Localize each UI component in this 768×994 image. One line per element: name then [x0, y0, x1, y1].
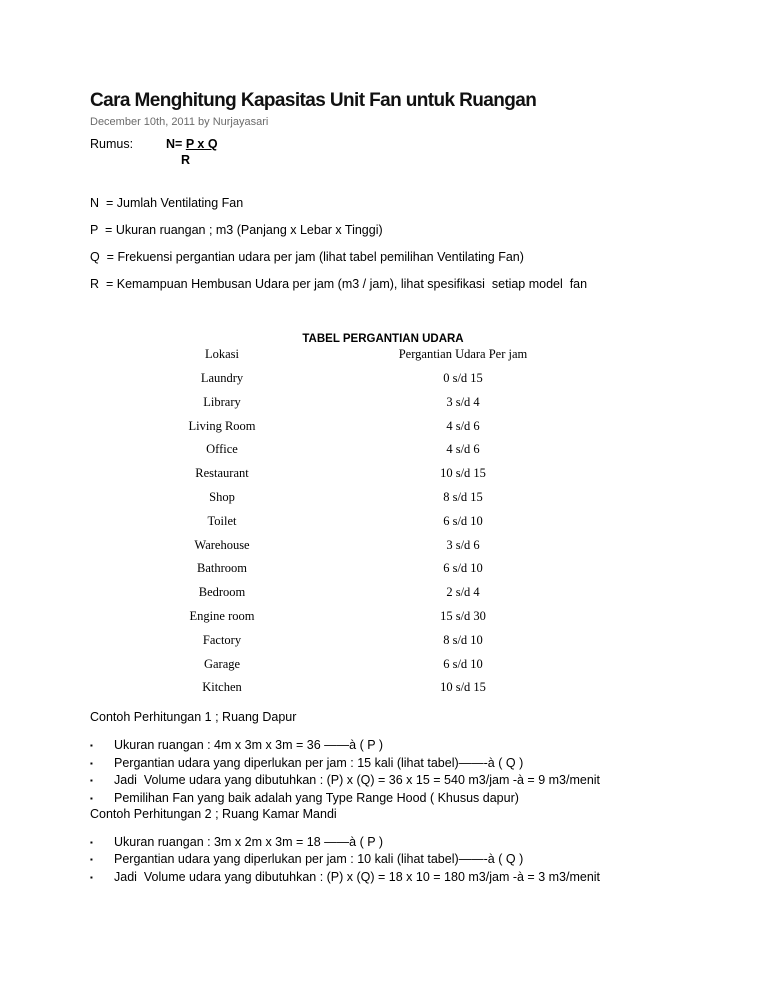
table-header-location: Lokasi: [204, 347, 240, 361]
bullet-icon: ▪: [90, 794, 93, 803]
article-title: Cara Menghitung Kapasitas Unit Fan untuk Ruangan: [90, 90, 537, 111]
table-cell-air-change: 10 s/d 15: [440, 466, 486, 480]
table-cell-location: Office: [206, 442, 238, 456]
table-cell-location: Library: [203, 395, 241, 409]
table-cell-location: Engine room: [189, 609, 255, 623]
example-1-item: [90, 738, 710, 754]
example-1-item: [90, 773, 710, 789]
formula-numerator-product: P x Q: [185, 137, 218, 151]
example-2-heading: Contoh Perhitungan 2 ; Ruang Kamar Mandi: [90, 807, 337, 821]
table-header-air-change: Pergantian Udara Per jam: [398, 347, 528, 361]
example-1-item-text: Pergantian udara yang diperlukan per jam : 15 kali (lihat tabel)——-à ( Q ): [114, 756, 524, 770]
bullet-icon: ▪: [90, 855, 93, 864]
formula-denominator: R: [181, 153, 191, 167]
table-cell-air-change: 6 s/d 10: [443, 514, 483, 528]
article-byline: December 10th, 2011 by Nurjayasari: [90, 116, 269, 128]
example-2-item-text: Jadi Volume udara yang dibutuhkan : (P) x (Q) = 18 x 10 = 180 m3/jam -à = 3 m3/menit: [114, 870, 601, 884]
example-1-item-text: Jadi Volume udara yang dibutuhkan : (P) x (Q) = 36 x 15 = 540 m3/jam -à = 9 m3/menit: [114, 773, 601, 787]
table-cell-air-change: 10 s/d 15: [440, 680, 486, 694]
table-cell-location: Garage: [203, 657, 241, 671]
table-cell-air-change: 4 s/d 6: [446, 419, 480, 433]
table-cell-air-change: 4 s/d 6: [446, 442, 480, 456]
table-cell-location: Laundry: [200, 371, 244, 385]
table-cell-location: Restaurant: [195, 466, 249, 480]
example-1-item: [90, 756, 710, 772]
bullet-icon: ▪: [90, 759, 93, 768]
table-cell-location: Bedroom: [198, 585, 246, 599]
example-2-item: [90, 870, 710, 886]
table-cell-location: Bathroom: [197, 561, 247, 575]
example-2-item-text: Pergantian udara yang diperlukan per jam : 10 kali (lihat tabel)——-à ( Q ): [114, 852, 524, 866]
formula-numerator-prefix: N=: [166, 137, 186, 151]
table-cell-air-change: 3 s/d 6: [446, 538, 480, 552]
table-cell-location: Warehouse: [194, 538, 250, 552]
table-cell-location: Living Room: [188, 419, 256, 433]
table-title: [0, 333, 768, 345]
example-2-item: [90, 852, 710, 868]
table-cell-air-change: 8 s/d 15: [443, 490, 483, 504]
example-1-item-text: Pemilihan Fan yang baik adalah yang Type Range Hood ( Khusus dapur): [114, 791, 519, 805]
table-cell-air-change: 15 s/d 30: [440, 609, 486, 623]
definition-n: N = Jumlah Ventilating Fan: [90, 196, 244, 210]
table-cell-location: Factory: [202, 633, 242, 647]
bullet-icon: ▪: [90, 873, 93, 882]
example-1-heading: Contoh Perhitungan 1 ; Ruang Dapur: [90, 710, 297, 724]
example-2-item: [90, 835, 710, 851]
definition-q: Q = Frekuensi pergantian udara per jam (lihat tabel pemilihan Ventilating Fan): [90, 250, 524, 264]
example-1-item: [90, 791, 710, 807]
table-cell-air-change: 0 s/d 15: [443, 371, 483, 385]
definition-p: P = Ukuran ruangan ; m3 (Panjang x Lebar x Tinggi): [90, 223, 383, 237]
table-cell-air-change: 2 s/d 4: [446, 585, 480, 599]
bullet-icon: ▪: [90, 838, 93, 847]
table-cell-air-change: 8 s/d 10: [443, 633, 483, 647]
formula-numerator: [166, 137, 218, 151]
example-2-item-text: Ukuran ruangan : 3m x 2m x 3m = 18 ——à ( P ): [114, 835, 383, 849]
table-cell-location: Shop: [209, 490, 235, 504]
table-cell-air-change: 6 s/d 10: [443, 561, 483, 575]
table-cell-air-change: 3 s/d 4: [446, 395, 480, 409]
example-1-item-text: Ukuran ruangan : 4m x 3m x 3m = 36 ——à ( P ): [114, 738, 383, 752]
definition-r: R = Kemampuan Hembusan Udara per jam (m3 / jam), lihat spesifikasi setiap model fan: [90, 277, 588, 291]
bullet-icon: ▪: [90, 741, 93, 750]
bullet-icon: ▪: [90, 776, 93, 785]
table-title-text: TABEL PERGANTIAN UDARA: [302, 333, 464, 345]
table-cell-location: Kitchen: [202, 680, 242, 694]
formula-label: Rumus:: [90, 137, 134, 151]
table-cell-air-change: 6 s/d 10: [443, 657, 483, 671]
table-cell-location: Toilet: [207, 514, 237, 528]
